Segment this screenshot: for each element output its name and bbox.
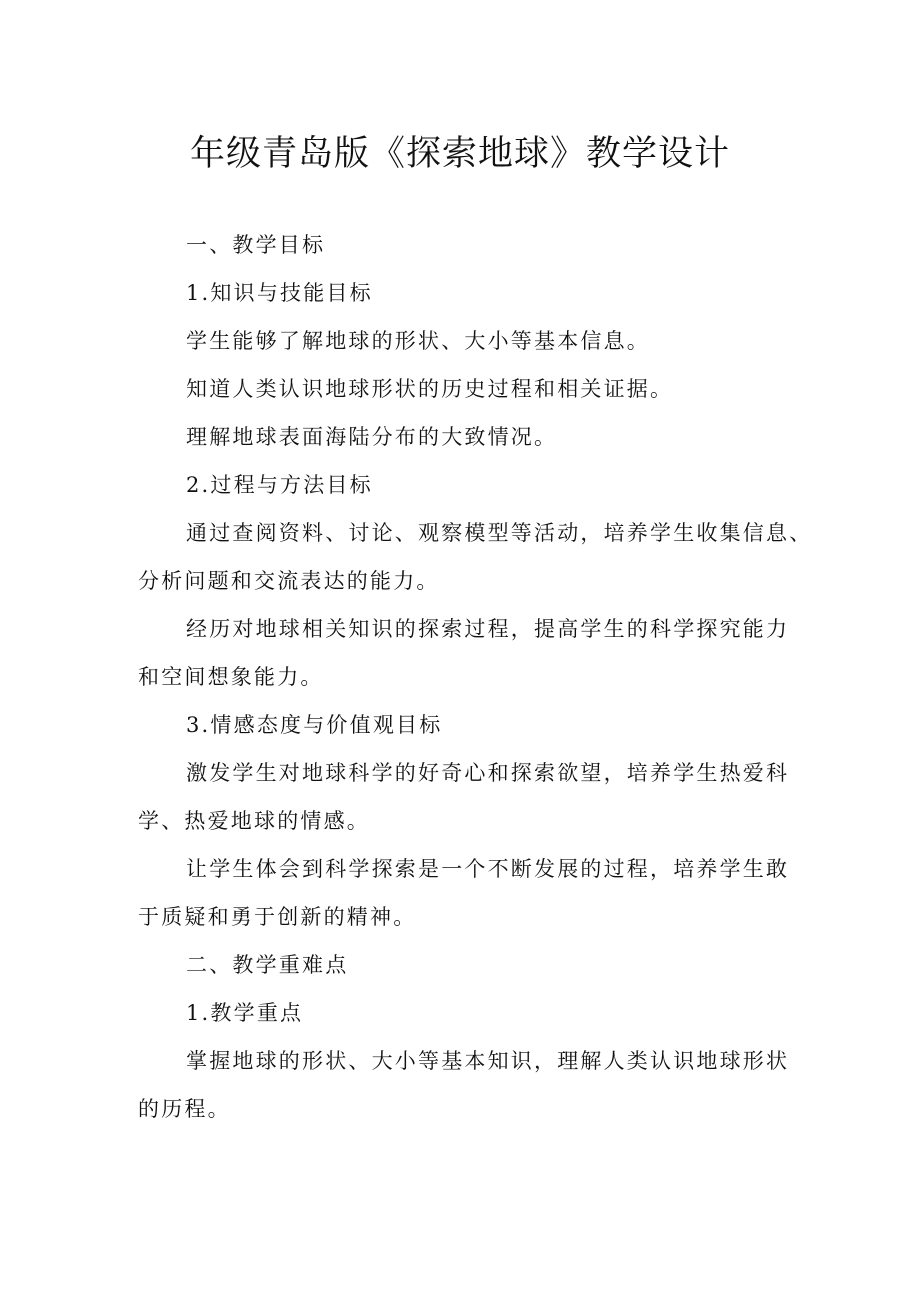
section-heading-teaching-goals: 一、教学目标 — [186, 233, 326, 257]
paragraph-continuation-line: 学、热爱地球的情感。 — [138, 809, 370, 833]
subheading-emotion-value-goals: 3.情感态度与价值观目标 — [186, 713, 443, 737]
paragraph-continuation-line: 的历程。 — [138, 1097, 231, 1121]
subheading-knowledge-skill-goals: 1.知识与技能目标 — [186, 281, 373, 305]
paragraph-line: 经历对地球相关知识的探索过程，提高学生的科学探究能力 — [186, 617, 790, 641]
paragraph-continuation-line: 和空间想象能力。 — [138, 665, 324, 689]
subheading-process-method-goals: 2.过程与方法目标 — [186, 473, 373, 497]
paragraph-line: 学生能够了解地球的形状、大小等基本信息。 — [186, 329, 650, 353]
section-heading-key-difficult-points: 二、教学重难点 — [186, 953, 349, 977]
paragraph-line: 通过查阅资料、讨论、观察模型等活动，培养学生收集信息、 — [186, 521, 813, 545]
subheading-teaching-key-points: 1.教学重点 — [186, 1001, 304, 1025]
paragraph-continuation-line: 分析问题和交流表达的能力。 — [138, 569, 440, 593]
paragraph-line: 知道人类认识地球形状的历史过程和相关证据。 — [186, 377, 674, 401]
paragraph-line: 让学生体会到科学探索是一个不断发展的过程，培养学生敢 — [186, 857, 790, 881]
paragraph-continuation-line: 于质疑和勇于创新的精神。 — [138, 905, 417, 929]
document-body — [138, 221, 814, 1133]
document-title: 年级青岛版《探索地球》教学设计 — [189, 134, 730, 174]
paragraph-line: 激发学生对地球科学的好奇心和探索欲望，培养学生热爱科 — [186, 761, 790, 785]
paragraph-line: 理解地球表面海陆分布的大致情况。 — [186, 425, 558, 449]
paragraph-line: 掌握地球的形状、大小等基本知识，理解人类认识地球形状 — [186, 1049, 790, 1073]
